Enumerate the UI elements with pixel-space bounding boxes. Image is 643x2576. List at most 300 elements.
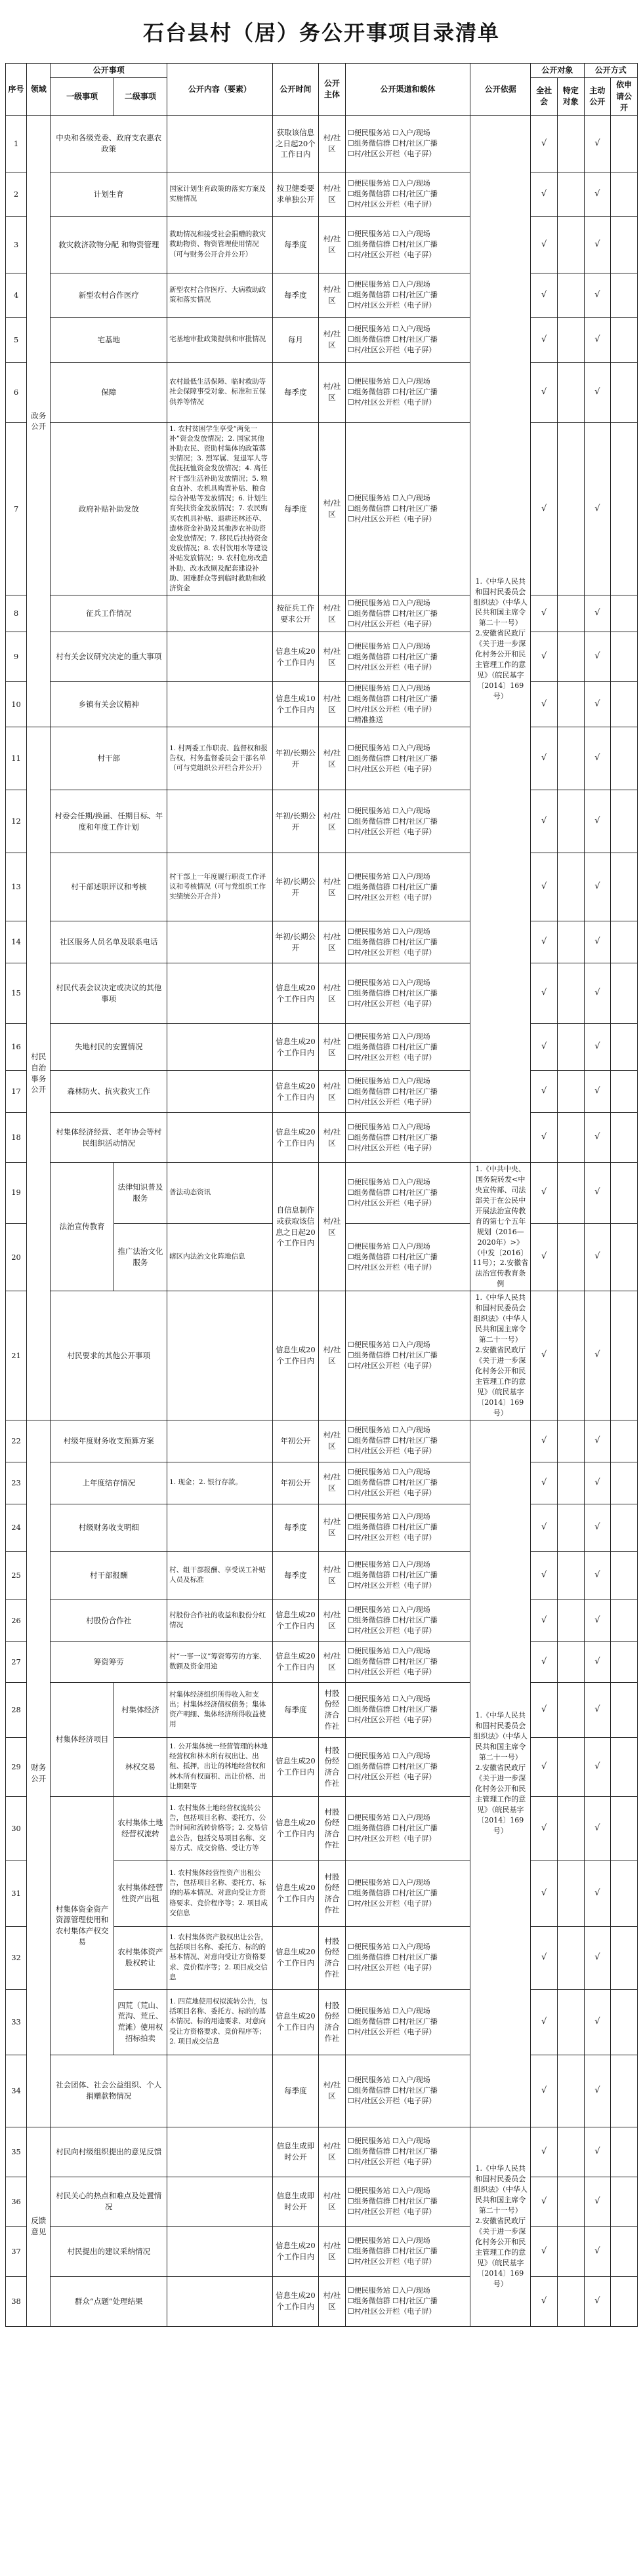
- item-time: 信息生成20个工作日内: [272, 1796, 319, 1861]
- row-seq: 37: [6, 2226, 27, 2276]
- item-time: 每季度: [272, 216, 319, 273]
- item-l1: 政府补贴补助发放: [51, 422, 167, 595]
- item-l2: 村集体经济: [114, 1682, 167, 1737]
- item-l2: 推广法治文化服务: [114, 1223, 167, 1291]
- item-channel: ☐便民服务站 ☐入户/现场 ☐组务微信群 ☐村/社区广播 ☐村/社区公开栏（电子屏）: [345, 595, 470, 632]
- table-row: [6, 1113, 638, 1163]
- table-row: [6, 172, 638, 216]
- item-time: 信息生成20个工作日内: [272, 1737, 319, 1796]
- check-active: √: [584, 1113, 611, 1163]
- check-active: √: [584, 2055, 611, 2127]
- check-specific: [557, 853, 584, 921]
- check-active: √: [584, 216, 611, 273]
- table-row: [6, 1600, 638, 1641]
- check-specific: [557, 172, 584, 216]
- item-time: 信息生成20个工作日内: [272, 1989, 319, 2055]
- item-l1: 上年度结存情况: [51, 1462, 167, 1504]
- row-seq: 21: [6, 1291, 27, 1420]
- item-channel: ☐便民服务站 ☐入户/现场 ☐组务微信群 ☐村/社区广播 ☐村/社区公开栏（电子屏）: [345, 422, 470, 595]
- check-all-society: √: [531, 317, 558, 362]
- item-l1: 救灾救济款物分配 和物资管理: [51, 216, 167, 273]
- check-specific: [557, 1926, 584, 1989]
- item-l2: 农村集体土地经营权流转: [114, 1796, 167, 1861]
- item-channel: ☐便民服务站 ☐入户/现场 ☐组务微信群 ☐村/社区广播 ☐村/社区公开栏（电子屏）: [345, 2055, 470, 2127]
- check-specific: [557, 362, 584, 422]
- table-row: [6, 216, 638, 273]
- check-apply: [611, 1861, 638, 1926]
- check-active: √: [584, 2127, 611, 2177]
- check-active: √: [584, 1163, 611, 1223]
- item-time: 信息生成20个工作日内: [272, 1071, 319, 1113]
- check-specific: [557, 632, 584, 682]
- item-content: 新型农村合作医疗、大病救助政策和落实情况: [167, 273, 272, 317]
- item-content: 1. 四荒地使用权拟流转公告，包括项目名称、委托方、标的的基本情况、标的用途要求、对意向受让方资格要求、竞价程序等；2. 项目成交信息: [167, 1989, 272, 2055]
- item-time: 信息生成20个工作日内: [272, 1291, 319, 1420]
- item-channel: ☐便民服务站 ☐入户/现场 ☐组务微信群 ☐村/社区广播 ☐村/社区公开栏（电子屏）: [345, 1163, 470, 1223]
- check-all-society: √: [531, 727, 558, 790]
- check-specific: [557, 1420, 584, 1462]
- item-time: 信息生成20个工作日内: [272, 1861, 319, 1926]
- check-active: √: [584, 273, 611, 317]
- row-seq: 3: [6, 216, 27, 273]
- check-apply: [611, 632, 638, 682]
- item-channel: ☐便民服务站 ☐入户/现场 ☐组务微信群 ☐村/社区广播 ☐村/社区公开栏（电子屏）: [345, 1796, 470, 1861]
- check-apply: [611, 1420, 638, 1462]
- item-content: 村股份合作社的收益和股份分红情况: [167, 1600, 272, 1641]
- item-l1: 社区服务人员名单及联系电话: [51, 921, 167, 963]
- table-body: [6, 115, 638, 2326]
- row-seq: 1: [6, 115, 27, 172]
- item-subject: 村/社区: [319, 317, 346, 362]
- check-apply: [611, 1113, 638, 1163]
- item-basis: 1.《中共中央、国务院转发<中央宣传部、司法部关于在公民中开展法治宣传教育的第七个五年规划（2016—2020年）>》（中发〔2016〕11号）；2.安徽省法治宣传教育条例: [470, 1163, 531, 1291]
- row-seq: 33: [6, 1989, 27, 2055]
- table-row: [6, 853, 638, 921]
- check-all-society: √: [531, 632, 558, 682]
- item-subject: 村/社区: [319, 273, 346, 317]
- item-time: 自信息制作或获取该信息之日起20个工作日内: [272, 1163, 319, 1291]
- item-content: [167, 2276, 272, 2326]
- check-active: √: [584, 1796, 611, 1861]
- check-all-society: √: [531, 1163, 558, 1223]
- item-l2: 法律知识普及服务: [114, 1163, 167, 1223]
- item-content: 普法动态资讯: [167, 1163, 272, 1223]
- table-row: [6, 115, 638, 172]
- check-specific: [557, 216, 584, 273]
- row-seq: 29: [6, 1737, 27, 1796]
- item-content: [167, 963, 272, 1024]
- item-time: 年初/长期公开: [272, 727, 319, 790]
- item-content: 国家计划生育政策的落实方案及实施情况: [167, 172, 272, 216]
- item-channel: ☐便民服务站 ☐入户/现场 ☐组务微信群 ☐村/社区广播 ☐村/社区公开栏（电子屏）: [345, 362, 470, 422]
- item-l2: 农村集体经营性资产出租: [114, 1861, 167, 1926]
- check-all-society: √: [531, 1420, 558, 1462]
- row-seq: 9: [6, 632, 27, 682]
- item-channel: ☐便民服务站 ☐入户/现场 ☐组务微信群 ☐村/社区广播 ☐村/社区公开栏（电子屏）: [345, 632, 470, 682]
- check-all-society: √: [531, 1641, 558, 1682]
- field-cell: 政务公开: [27, 115, 51, 727]
- table-row: [6, 2226, 638, 2276]
- check-active: √: [584, 963, 611, 1024]
- table-row: [6, 1796, 638, 1861]
- table-row: [6, 317, 638, 362]
- table-row: [6, 632, 638, 682]
- table-row: [6, 1682, 638, 1737]
- item-content: 辖区内法治文化阵地信息: [167, 1223, 272, 1291]
- row-seq: 15: [6, 963, 27, 1024]
- check-active: √: [584, 2226, 611, 2276]
- header-specific: 特定对象: [557, 78, 584, 115]
- check-specific: [557, 921, 584, 963]
- item-content: 村“一事一议”筹资筹劳的方案、数额及资金用途: [167, 1641, 272, 1682]
- check-all-society: √: [531, 2226, 558, 2276]
- table-row: [6, 2127, 638, 2177]
- item-content: [167, 595, 272, 632]
- item-channel: ☐便民服务站 ☐入户/现场 ☐组务微信群 ☐村/社区广播 ☐村/社区公开栏（电子屏）: [345, 2127, 470, 2177]
- item-l1: 法治宣传教育: [51, 1163, 114, 1291]
- row-seq: 23: [6, 1462, 27, 1504]
- check-active: √: [584, 1551, 611, 1600]
- row-seq: 12: [6, 790, 27, 853]
- item-channel: ☐便民服务站 ☐入户/现场 ☐组务微信群 ☐村/社区广播 ☐村/社区公开栏（电子屏）: [345, 921, 470, 963]
- check-specific: [557, 2177, 584, 2226]
- check-specific: [557, 2127, 584, 2177]
- item-l1: 中央和各级党委、政府支农惠农政策: [51, 115, 167, 172]
- table-row: [6, 422, 638, 595]
- item-subject: 村/社区: [319, 216, 346, 273]
- table-row: [6, 595, 638, 632]
- row-seq: 17: [6, 1071, 27, 1113]
- check-specific: [557, 1641, 584, 1682]
- header-active: 主动公开: [584, 78, 611, 115]
- item-channel: ☐便民服务站 ☐入户/现场 ☐组务微信群 ☐村/社区广播 ☐村/社区公开栏（电子屏）: [345, 727, 470, 790]
- check-specific: [557, 1600, 584, 1641]
- item-channel: ☐便民服务站 ☐入户/现场 ☐组务微信群 ☐村/社区广播 ☐村/社区公开栏（电子屏）: [345, 1989, 470, 2055]
- check-all-society: √: [531, 115, 558, 172]
- item-subject: 村/社区: [319, 1024, 346, 1071]
- check-specific: [557, 1071, 584, 1113]
- table-row: [6, 682, 638, 727]
- item-content: [167, 2055, 272, 2127]
- table-row: [6, 963, 638, 1024]
- check-apply: [611, 1926, 638, 1989]
- item-subject: 村/社区: [319, 1641, 346, 1682]
- item-channel: ☐便民服务站 ☐入户/现场 ☐组务微信群 ☐村/社区广播 ☐村/社区公开栏（电子屏）: [345, 1737, 470, 1796]
- check-apply: [611, 1989, 638, 2055]
- item-content: [167, 1071, 272, 1113]
- header-subject: 公开主体: [319, 64, 346, 116]
- row-seq: 16: [6, 1024, 27, 1071]
- check-specific: [557, 1737, 584, 1796]
- item-content: 1. 农村集体资产股权出让公告，包括项目名称、委托方、标的的基本情况、对意向受让方资格要求、竞价程序等；2. 项目成交信息: [167, 1926, 272, 1989]
- check-active: √: [584, 595, 611, 632]
- check-active: √: [584, 1600, 611, 1641]
- header-apply: 依申请公开: [611, 78, 638, 115]
- item-subject: 村/社区: [319, 422, 346, 595]
- item-subject: 村/社区: [319, 1551, 346, 1600]
- item-time: 每季度: [272, 1551, 319, 1600]
- item-subject: 村/社区: [319, 727, 346, 790]
- item-content: 宅基地审批政策提供和审批情况: [167, 317, 272, 362]
- row-seq: 26: [6, 1600, 27, 1641]
- check-apply: [611, 2055, 638, 2127]
- item-subject: 村股份经济合作社: [319, 1989, 346, 2055]
- item-time: 每季度: [272, 273, 319, 317]
- check-active: √: [584, 1641, 611, 1682]
- table-row: [6, 1291, 638, 1420]
- row-seq: 24: [6, 1504, 27, 1551]
- check-specific: [557, 2226, 584, 2276]
- item-channel: ☐便民服务站 ☐入户/现场 ☐组务微信群 ☐村/社区广播 ☐村/社区公开栏（电子屏）: [345, 1113, 470, 1163]
- check-all-society: √: [531, 2177, 558, 2226]
- check-apply: [611, 1641, 638, 1682]
- item-channel: ☐便民服务站 ☐入户/现场 ☐组务微信群 ☐村/社区广播 ☐村/社区公开栏（电子屏）: [345, 1223, 470, 1291]
- table-row: [6, 362, 638, 422]
- item-subject: 村/社区: [319, 362, 346, 422]
- item-time: 年初公开: [272, 1462, 319, 1504]
- check-active: √: [584, 682, 611, 727]
- header-seq: 序号: [6, 64, 27, 116]
- check-all-society: √: [531, 172, 558, 216]
- check-all-society: √: [531, 1861, 558, 1926]
- check-active: √: [584, 632, 611, 682]
- item-channel: ☐便民服务站 ☐入户/现场 ☐组务微信群 ☐村/社区广播 ☐村/社区公开栏（电子屏）: [345, 2226, 470, 2276]
- item-time: 信息生成20个工作日内: [272, 1600, 319, 1641]
- check-apply: [611, 2226, 638, 2276]
- item-content: 救助情况和接受社会捐赠的救灾救助物资、物资管理使用情况（可与财务公开合并公开）: [167, 216, 272, 273]
- item-subject: 村/社区: [319, 595, 346, 632]
- item-content: 1. 村两委工作职责、监督权和报告权，村务监督委员会干部名单（可与党组织公开栏合并公开）: [167, 727, 272, 790]
- check-apply: [611, 853, 638, 921]
- item-l2: 农村集体资产股权转让: [114, 1926, 167, 1989]
- check-active: √: [584, 853, 611, 921]
- check-all-society: √: [531, 1989, 558, 2055]
- item-channel: ☐便民服务站 ☐入户/现场 ☐组务微信群 ☐村/社区广播 ☐村/社区公开栏（电子屏）: [345, 790, 470, 853]
- item-content: [167, 632, 272, 682]
- item-content: [167, 115, 272, 172]
- item-time: 每季度: [272, 362, 319, 422]
- header-target-group: 公开对象: [531, 64, 584, 78]
- item-subject: 村/社区: [319, 1420, 346, 1462]
- check-apply: [611, 362, 638, 422]
- row-seq: 35: [6, 2127, 27, 2177]
- row-seq: 32: [6, 1926, 27, 1989]
- check-all-society: √: [531, 1682, 558, 1737]
- item-subject: 村/社区: [319, 2177, 346, 2226]
- check-active: √: [584, 790, 611, 853]
- table-row: [6, 2177, 638, 2226]
- item-channel: ☐便民服务站 ☐入户/现场 ☐组务微信群 ☐村/社区广播 ☐村/社区公开栏（电子屏）: [345, 1504, 470, 1551]
- row-seq: 19: [6, 1163, 27, 1223]
- table-row: [6, 1462, 638, 1504]
- check-apply: [611, 1737, 638, 1796]
- table-row: [6, 1163, 638, 1223]
- item-content: 1. 农村贫困学生享受“两免一补”资金发放情况；2. 国家其他补助农民、资助村集体的政策落实情况；3. 烈军属、复退军人等优抚抚恤资金发放情况；4. 离任村干部生活补助发放情况；5. 粮食直补、农机具购置补贴、粮食综合补贴等发放情况；6. 计划生育奖扶资金发放情况；7. 农民购买农机具补贴、退耕还林还草、造林资金补助及其他涉农补助资金发放情况；7. 移民后扶持资金发放情况；8. 农村饮用水等建设补贴发放情况；9. 农村危房改造补助、改水改厕及配套建设补助、困难群众等到临时救助和救济资金: [167, 422, 272, 595]
- item-subject: 村/社区: [319, 632, 346, 682]
- check-all-society: √: [531, 1796, 558, 1861]
- check-specific: [557, 963, 584, 1024]
- check-all-society: √: [531, 1462, 558, 1504]
- header-all-society: 全社会: [531, 78, 558, 115]
- header-field: 领域: [27, 64, 51, 116]
- item-time: 每月: [272, 317, 319, 362]
- table-row: [6, 1504, 638, 1551]
- row-seq: 4: [6, 273, 27, 317]
- check-active: √: [584, 1462, 611, 1504]
- check-active: √: [584, 1737, 611, 1796]
- check-active: √: [584, 1223, 611, 1291]
- check-specific: [557, 595, 584, 632]
- check-all-society: √: [531, 1551, 558, 1600]
- check-active: √: [584, 362, 611, 422]
- check-specific: [557, 1682, 584, 1737]
- header-l2: 二级事项: [114, 78, 167, 115]
- item-content: [167, 1113, 272, 1163]
- item-subject: 村/社区: [319, 963, 346, 1024]
- check-apply: [611, 1682, 638, 1737]
- check-apply: [611, 790, 638, 853]
- item-subject: 村/社区: [319, 2226, 346, 2276]
- item-l1: 村集体经济项目: [51, 1682, 114, 1796]
- item-l1: 保障: [51, 362, 167, 422]
- row-seq: 38: [6, 2276, 27, 2326]
- item-content: [167, 790, 272, 853]
- item-subject: 村/社区: [319, 682, 346, 727]
- check-apply: [611, 2127, 638, 2177]
- item-content: [167, 2226, 272, 2276]
- item-content: 1. 农村集体经营性资产出租公告，包括项目名称、委托方、标的的基本情况、对意向受让方资格要求、竞价程序等；2. 项目成交信息: [167, 1861, 272, 1926]
- check-all-society: √: [531, 2127, 558, 2177]
- field-cell: 财务公开: [27, 1420, 51, 2127]
- item-time: 按卫健委要求单独公开: [272, 172, 319, 216]
- check-all-society: √: [531, 1071, 558, 1113]
- item-channel: ☐便民服务站 ☐入户/现场 ☐组务微信群 ☐村/社区广播 ☐村/社区公开栏（电子屏）: [345, 115, 470, 172]
- check-apply: [611, 727, 638, 790]
- check-active: √: [584, 2276, 611, 2326]
- table-row: [6, 273, 638, 317]
- item-subject: 村股份经济合作社: [319, 1737, 346, 1796]
- item-subject: 村/社区: [319, 172, 346, 216]
- item-l1: 失地村民的安置情况: [51, 1024, 167, 1071]
- header-basis: 公开依据: [470, 64, 531, 116]
- check-active: √: [584, 1682, 611, 1737]
- item-time: 每季度: [272, 1504, 319, 1551]
- item-channel: ☐便民服务站 ☐入户/现场 ☐组务微信群 ☐村/社区广播 ☐村/社区公开栏（电子屏）: [345, 1291, 470, 1420]
- item-time: 按征兵工作要求公开: [272, 595, 319, 632]
- check-active: √: [584, 2177, 611, 2226]
- item-content: [167, 921, 272, 963]
- check-specific: [557, 273, 584, 317]
- item-l1: 村级年度财务收支预算方案: [51, 1420, 167, 1462]
- item-subject: 村/社区: [319, 921, 346, 963]
- check-specific: [557, 790, 584, 853]
- check-all-society: √: [531, 963, 558, 1024]
- row-seq: 30: [6, 1796, 27, 1861]
- item-channel: ☐便民服务站 ☐入户/现场 ☐组务微信群 ☐村/社区广播 ☐村/社区公开栏（电子屏）: [345, 1071, 470, 1113]
- item-l1: 村民提出的建议采纳情况: [51, 2226, 167, 2276]
- item-l1: 村民向村级组织提出的意见反馈: [51, 2127, 167, 2177]
- check-all-society: √: [531, 1223, 558, 1291]
- item-subject: 村/社区: [319, 1462, 346, 1504]
- disclosure-table: [5, 63, 638, 2327]
- item-channel: ☐便民服务站 ☐入户/现场 ☐组务微信群 ☐村/社区广播 ☐村/社区公开栏（电子屏）: [345, 1600, 470, 1641]
- item-subject: 村/社区: [319, 790, 346, 853]
- item-channel: ☐便民服务站 ☐入户/现场 ☐组务微信群 ☐村/社区广播 ☐村/社区公开栏（电子屏）: [345, 1682, 470, 1737]
- row-seq: 34: [6, 2055, 27, 2127]
- item-l1: 乡镇有关会议精神: [51, 682, 167, 727]
- item-time: 年初公开: [272, 1420, 319, 1462]
- item-basis: 1.《中华人民共和国村民委员会组织法》（中华人民共和国主席令第二十一号） 2.安徽省民政厅《关于进一步深化村务公开和民主管理工作的意见》（皖民基字〔2014〕169号）: [470, 115, 531, 1162]
- check-all-society: √: [531, 422, 558, 595]
- item-l1: 村有关会议研究决定的重大事项: [51, 632, 167, 682]
- check-apply: [611, 422, 638, 595]
- check-specific: [557, 1024, 584, 1071]
- check-specific: [557, 2055, 584, 2127]
- item-channel: ☐便民服务站 ☐入户/现场 ☐组务微信群 ☐村/社区广播 ☐村/社区公开栏（电子屏）: [345, 1462, 470, 1504]
- check-apply: [611, 2177, 638, 2226]
- check-apply: [611, 595, 638, 632]
- row-seq: 31: [6, 1861, 27, 1926]
- item-l1: 村委会任期/换届、任期目标、年度和年度工作计划: [51, 790, 167, 853]
- page-title: 石台县村（居）务公开事项目录清单: [142, 20, 500, 45]
- item-content: 1. 现金；2. 银行存款。: [167, 1462, 272, 1504]
- item-channel: ☐便民服务站 ☐入户/现场 ☐组务微信群 ☐村/社区广播 ☐村/社区公开栏（电子屏）: [345, 963, 470, 1024]
- item-time: 信息生成20个工作日内: [272, 1641, 319, 1682]
- check-apply: [611, 921, 638, 963]
- item-channel: ☐便民服务站 ☐入户/现场 ☐组务微信群 ☐村/社区广播 ☐村/社区公开栏（电子屏）: [345, 853, 470, 921]
- check-specific: [557, 1861, 584, 1926]
- item-channel: ☐便民服务站 ☐入户/现场 ☐组务微信群 ☐村/社区广播 ☐村/社区公开栏（电子屏）: [345, 216, 470, 273]
- item-l1: 征兵工作情况: [51, 595, 167, 632]
- header-items-group: 公开事项: [51, 64, 167, 78]
- item-channel: ☐便民服务站 ☐入户/现场 ☐组务微信群 ☐村/社区广播 ☐村/社区公开栏（电子屏）: [345, 172, 470, 216]
- item-l1: 村民代表会议决定或决议的其他事项: [51, 963, 167, 1024]
- item-channel: ☐便民服务站 ☐入户/现场 ☐组务微信群 ☐村/社区广播 ☐村/社区公开栏（电子屏）: [345, 317, 470, 362]
- check-specific: [557, 115, 584, 172]
- item-subject: 村股份经济合作社: [319, 1682, 346, 1737]
- item-l1: 群众“点题”处理结果: [51, 2276, 167, 2326]
- check-apply: [611, 1223, 638, 1291]
- check-all-society: √: [531, 1737, 558, 1796]
- row-seq: 8: [6, 595, 27, 632]
- check-apply: [611, 682, 638, 727]
- header-l1: 一级事项: [51, 78, 114, 115]
- check-apply: [611, 1551, 638, 1600]
- check-active: √: [584, 317, 611, 362]
- item-content: [167, 1420, 272, 1462]
- check-apply: [611, 1600, 638, 1641]
- item-l2: 四荒（荒山、荒沟、荒丘、荒滩）使用权招标拍卖: [114, 1989, 167, 2055]
- item-channel: ☐便民服务站 ☐入户/现场 ☐组务微信群 ☐村/社区广播 ☐村/社区公开栏（电子屏）: [345, 2276, 470, 2326]
- item-channel: ☐便民服务站 ☐入户/现场 ☐组务微信群 ☐村/社区广播 ☐村/社区公开栏（电子屏）: [345, 1024, 470, 1071]
- check-all-society: √: [531, 216, 558, 273]
- item-l2: 林权交易: [114, 1737, 167, 1796]
- check-active: √: [584, 115, 611, 172]
- item-subject: 村/社区: [319, 2276, 346, 2326]
- check-active: √: [584, 1926, 611, 1989]
- item-time: 每季度: [272, 2055, 319, 2127]
- item-basis: 1.《中华人民共和国村民委员会组织法》（中华人民共和国主席令第二十一号） 2.安徽省民政厅《关于进一步深化村务公开和民主管理工作的意见》（皖民基字〔2014〕169号）: [470, 2127, 531, 2326]
- check-specific: [557, 682, 584, 727]
- check-apply: [611, 172, 638, 216]
- table-row: [6, 1420, 638, 1462]
- item-time: 每季度: [272, 422, 319, 595]
- check-specific: [557, 727, 584, 790]
- item-l1: 村级财务收支明细: [51, 1504, 167, 1551]
- item-content: 1. 公开集体统一经营管理的林地经营权和林木所有权出让、出租、抵押，出让的林地经营权和林木所有权面积、出让价格、出让期限等: [167, 1737, 272, 1796]
- check-apply: [611, 1071, 638, 1113]
- item-l1: 村股份合作社: [51, 1600, 167, 1641]
